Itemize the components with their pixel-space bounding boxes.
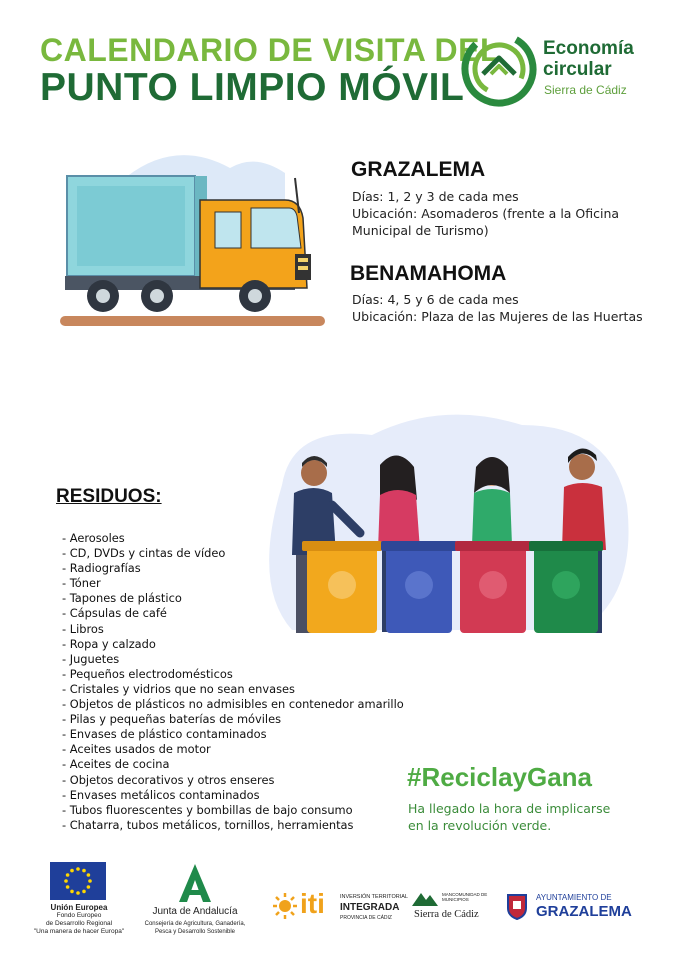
iti-sun-icon [272,892,298,920]
residuo-item: - Ropa y calzado [62,636,156,651]
brand-line1: Economía [543,38,634,59]
ayto-line1: AYUNTAMIENTO DE [536,893,612,902]
residuo-item: - Chatarra, tubos metálicos, tornillos, herramientas [62,817,354,832]
residuo-item: - Tóner [62,576,101,591]
eu-line3: "Una manera de hacer Europa" [33,928,125,935]
economia-circular-logo-icon [461,30,537,108]
eu-logo [30,862,128,936]
location-place-benamahoma: Ubicación: Plaza de las Mujeres de las Huertas [352,309,643,324]
truck-illustration [55,148,330,330]
junta-title: Junta de Andalucía [152,906,238,917]
residuo-item: - Libros [62,621,104,636]
junta-line2: Pesca y Desarrollo Sostenible [154,929,236,935]
sierra-cadiz-logo [410,888,492,924]
location-place-grazalema-line1: Ubicación: Asomaderos (frente a la Oficina [352,206,620,221]
residuo-item: - Cristales y vidrios que no sean envases [62,681,295,696]
campaign-slogan [408,800,610,834]
slogan-line1: Ha llegado la hora de implicarse [408,801,611,816]
sierra-line1: MANCOMUNIDAD DE MUNICIPIOS [442,892,488,902]
brand-name [543,38,634,80]
iti-line2: INTEGRADA [340,902,400,913]
residuo-item: - Tapones de plástico [62,591,182,606]
residuo-item: - Juguetes [62,651,120,666]
location-days-grazalema: Días: 1, 2 y 3 de cada mes [352,189,519,204]
junta-andalucia-logo [136,862,254,936]
residuo-item: - Cápsulas de café [62,606,167,621]
iti-logo [272,888,408,924]
page-title-line2: PUNTO LIMPIO MÓVIL [40,66,465,109]
location-place-grazalema-line2: Municipal de Turismo) [352,223,489,238]
residuos-list [62,531,404,833]
slogan-line2: en la revolución verde. [408,818,552,833]
residuo-item: - Objetos de plásticos no admisibles en contenedor amarillo [62,697,404,712]
iti-mark: iti [300,888,325,919]
brand-line2: circular [543,59,612,80]
residuo-item: - Pequeños electrodomésticos [62,666,233,681]
junta-line1: Consejería de Agricultura, Ganadería, [144,921,246,927]
location-title-grazalema: GRAZALEMA [351,158,486,181]
residuo-item: - Envases de plástico contaminados [62,727,267,742]
brand-subtitle: Sierra de Cádiz [544,83,627,97]
sierra-title: Sierra de Cádiz [414,909,479,920]
ayuntamiento-grazalema-logo [506,890,646,924]
coat-of-arms-icon [506,892,528,920]
residuo-item: - Pilas y pequeñas baterías de móviles [62,712,282,727]
eu-line2: de Desarrollo Regional [45,920,113,927]
residuo-item: - Objetos decorativos y otros enseres [62,772,275,787]
eu-flag-icon [50,862,106,900]
residuo-item: - Tubos fluorescentes y bombillas de bajo consumo [62,802,353,817]
residuo-item: - Radiografías [62,561,141,576]
ayto-line2: GRAZALEMA [536,903,632,920]
iti-line3: PROVINCIA DE CÁDIZ [340,915,392,921]
junta-a-icon [175,862,215,904]
campaign-hashtag: #ReciclayGana [407,762,593,792]
residuo-item: - Aceites de cocina [62,757,170,772]
eu-line1: Fondo Europeo [56,912,102,919]
sierra-mountain-icon [412,890,438,906]
page-title-line1: CALENDARIO DE VISITA DEL [40,32,501,68]
residuo-item: - Envases metálicos contaminados [62,787,260,802]
location-days-benamahoma: Días: 4, 5 y 6 de cada mes [352,292,519,307]
location-title-benamahoma: BENAMAHOMA [350,262,507,285]
iti-line1: INVERSIÓN TERRITORIAL [340,894,408,900]
eu-title: Unión Europea [50,903,108,912]
residuo-item: - CD, DVDs y cintas de vídeo [62,546,226,561]
residuo-item: - Aceites usados de motor [62,742,211,757]
residuos-title: RESIDUOS: [56,486,162,507]
residuo-item: - Aerosoles [62,531,125,545]
